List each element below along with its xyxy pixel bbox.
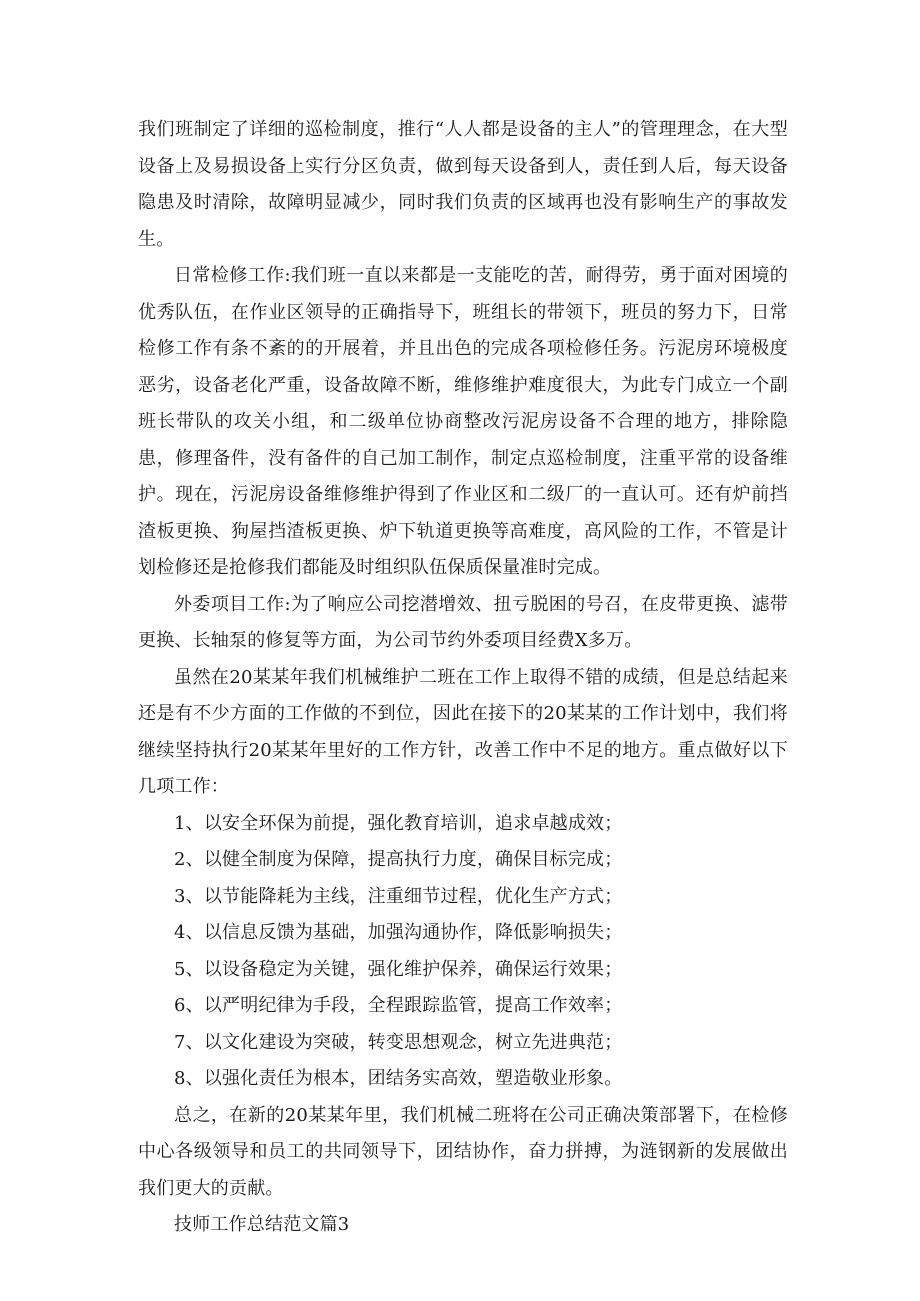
list-item: 8、以强化责任为根本，团结务实高效，塑造敬业形象。 xyxy=(174,1068,623,1089)
paragraph-outsourced-projects: 外委项目工作:为了响应公司挖潜增效、扭亏脱困的号召，在皮带更换、滤带更换、长轴泵的修复等方面，为公司节约外委项目经费X多万。 xyxy=(138,593,788,651)
document-body xyxy=(138,112,788,1244)
list-item: 2、以健全制度为保障，提高执行力度，确保目标完成； xyxy=(174,849,623,870)
list-item: 1、以安全环保为前提，强化教育培训，追求卓越成效； xyxy=(174,812,623,834)
paragraph-conclusion: 总之，在新的20某某年里，我们机械二班将在公司正确决策部署下，在检修中心各级领导和员工的共同领导下，团结协作，奋力拼搏，为涟钢新的发展做出我们更大的贡献。 xyxy=(138,1104,788,1199)
paragraph-daily-maintenance: 日常检修工作:我们班一直以来都是一支能吃的苦，耐得劳，勇于面对困境的优秀队伍，在作业区领导的正确指导下，班组长的带领下，班员的努力下，日常检修工作有条不紊的的开展着，并且出色的完成各项检修任务。污泥房环境极度恶劣，设备老化严重，设备故障不断，维修维护难度很大，为此专门成立一个副班长带队的攻关小组，和二级单位协商整改污泥房设备不合理的地方，排除隐患，修理备件，没有备件的自己加工制作，制定点巡检制度，注重平常的设备维护。现在，污泥房设备维修维护得到了作业区和二级厂的一直认可。还有炉前挡渣板更换、狗屋挡渣板更换、炉下轨道更换等高难度，高风险的工作，不管是计划检修还是抢修我们都能及时组织队伍保质保量准时完成。 xyxy=(138,265,788,578)
list-item: 7、以文化建设为突破，转变思想观念，树立先进典范； xyxy=(174,1031,623,1053)
list-item: 3、以节能降耗为主线，注重细节过程，优化生产方式； xyxy=(174,885,623,907)
work-plan-list xyxy=(138,806,788,1098)
section-heading: 技师工作总结范文篇3 xyxy=(174,1214,350,1235)
list-item: 5、以设备稳定为关键，强化维护保养，确保运行效果； xyxy=(174,958,623,980)
list-item: 6、以严明纪律为手段，全程跟踪监管，提高工作效率； xyxy=(174,995,623,1016)
paragraph-summary-plan: 虽然在20某某年我们机械维护二班在工作上取得不错的成绩，但是总结起来还是有不少方面的工作做的不到位，因此在接下的20某某的工作计划中，我们将继续坚持执行20某某年里好的工作方针，改善工作中不足的地方。重点做好以下几项工作： xyxy=(138,666,788,797)
paragraph-inspection-system: 我们班制定了详细的巡检制度，推行“人人都是设备的主人”的管理理念，在大型设备上及易损设备上实行分区负责，做到每天设备到人，责任到人后，每天设备隐患及时清除，故障明显减少，同时我们负责的区域再也没有影响生产的事故发生。 xyxy=(138,119,788,250)
list-item: 4、以信息反馈为基础，加强沟通协作，降低影响损失； xyxy=(174,922,623,943)
